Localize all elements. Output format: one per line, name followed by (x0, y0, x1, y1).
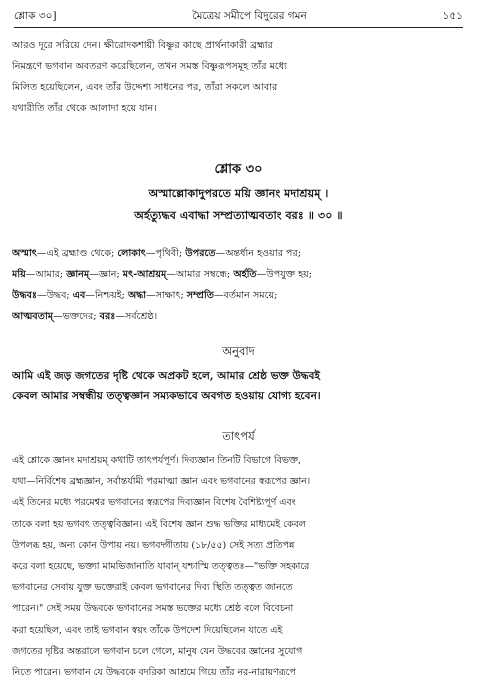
intro-line: আরও দূরে সরিয়ে দেন। ক্ষীরোদকশায়ী বিষ্ণুর কাছে প্রার্থনাকারী ব্রহ্মার (12, 40, 273, 51)
synonym-meaning: —জ্ঞান; (89, 269, 123, 280)
purport-line: ভগবানের সেবায় যুক্ত ভক্তেরাই কেবল ভগবানের দিব্য স্থিতি তত্ত্বত জানতে (12, 582, 293, 594)
synonym-word: অদ্ধা (127, 290, 147, 301)
header-page-number: ১৫১ (442, 9, 463, 22)
synonym-meaning: —পৃথিবী; (145, 248, 186, 259)
intro-paragraph (12, 35, 465, 119)
header-divider (14, 27, 463, 28)
synonym-word: ময়ি (12, 269, 26, 280)
translation-line: কেবল আমার সম্বন্ধীয় তত্ত্বজ্ঞান সম্যকভাবে অবগত হওয়ায় যোগ্য হবেন। (12, 390, 321, 402)
intro-line: নিমন্ত্রণে ভগবান অবতরণ করেছিলেন, তখন সমস্ত বিষ্ণুরূপসমূহ তাঁর মধ্যে (12, 61, 287, 72)
synonym-line (12, 264, 465, 285)
header-chapter-title: মৈত্রেয় সমীপে বিদুরের গমন (192, 9, 307, 22)
purport-line: উপলব্ধ হয়, অন্য কোন উপায় নয়। ভগবদ্গীতায় (১৮/৫৫) সেই সত্য প্রতিপন্ন (12, 539, 295, 551)
synonym-line (12, 306, 465, 327)
synonym-meaning: —নিশ্চয়ই; (85, 290, 128, 301)
synonym-word: অর্হতি (233, 269, 257, 280)
synonyms-block (12, 243, 465, 327)
running-header (14, 8, 463, 26)
synonym-meaning: —ভক্তদের; (53, 311, 100, 322)
purport-line: করে বলা হয়েছে, ভক্ত্যা মামভিজানাতি যাবান্ যশ্চাস্মি তত্ত্বতঃ—"ভক্তি সহকারে (12, 561, 310, 573)
synonym-meaning: —সাক্ষাৎ; (146, 290, 187, 301)
synonym-meaning: —এই ব্রহ্মাণ্ড থেকে; (36, 248, 118, 259)
intro-line: মিলিত হয়েছিলেন, এবং তাঁর উদ্দেশ্য সাধনের পর, তাঁরা সকলে আবার (12, 82, 278, 93)
synonym-word: উদ্ধবঃ (12, 290, 37, 301)
synonym-word: সম্প্রতি (186, 290, 214, 301)
synonym-word: আত্মবতাম্ (12, 311, 54, 322)
purport-line: যথা—নির্বিশেষ ব্রহ্মজ্ঞান, সর্বান্তর্যামী পরমাত্মা জ্ঞান এবং ভগবানের স্বরূপের জ্ঞান। (12, 476, 311, 488)
verse-text (0, 182, 477, 226)
synonym-word: লোকাৎ (117, 248, 146, 259)
synonym-meaning: —অন্তর্ধান হওয়ার পর; (215, 248, 301, 259)
synonym-meaning: —আমার; (25, 269, 67, 280)
purport-heading: তাৎপর্য (222, 429, 255, 443)
purport-line: এই শ্লোকে জ্ঞানং মদাশ্রয়ম্ কথাটি তাৎপর্যপূর্ণ। দিব্যজ্ঞান তিনটি বিভাগে বিভক্ত, (12, 455, 301, 466)
synonym-meaning: —আমার সম্বন্ধে; (166, 269, 234, 280)
synonym-word: উপরতে (185, 248, 216, 259)
purport-line: করা হয়েছিল, এবং তাই ভগবান স্বয়ং তাঁকে উপদেশ দিয়েছিলেন যাতে এই (12, 624, 283, 636)
purport-paragraph (12, 450, 465, 683)
purport-line: পারেন।" সেই সময় উদ্ধবকে ভগবানের সমস্ত ভক্তের মধ্যে শ্রেষ্ঠ বলে বিবেচনা (12, 603, 294, 615)
translation-paragraph (12, 366, 465, 406)
synonym-word: জ্ঞানম্ (66, 269, 90, 280)
synonym-word: মৎ-আশ্রয়ম্ (122, 269, 167, 280)
verse-line: অর্হত্যুদ্ধব এবাদ্ধা সম্প্রত্যাত্মবতাং বরঃ ॥ ৩০ ॥ (134, 208, 343, 222)
synonym-meaning: —বর্তমান সময়ে; (213, 290, 278, 301)
header-verse-ref: শ্লোক ৩০] (14, 9, 57, 22)
purport-line: নিতে পারেন। ভগবান যে উদ্ধবকে বদরিকা আশ্রমে গিয়ে তাঁর নর-নারায়ণরূপে (12, 667, 296, 679)
purport-line: এই তিনের মধ্যে পরমেশ্বর ভগবানের স্বরূপের দিব্যজ্ঞান বিশেষ বৈশিষ্ট্যপূর্ণ এবং (12, 497, 296, 509)
translation-line: আমি এই জড় জগতের দৃষ্টি থেকে অপ্রকট হলে, আমার শ্রেষ্ঠ ভক্ত উদ্ধবই (12, 370, 321, 382)
synonym-word: অস্মাৎ (12, 248, 37, 259)
synonym-word: বরঃ (99, 311, 116, 322)
synonym-word: এব (72, 290, 86, 301)
intro-line: যথারীতি তাঁর থেকে আলাদা হয়ে যান। (12, 103, 157, 114)
purport-line: জগতের দৃষ্টির অন্তরালে ভগবান চলে গেলে, মানুষ যেন উদ্ধবের জ্ঞানের সুযোগ (12, 645, 303, 657)
verse-heading: শ্লোক ৩০ (214, 162, 263, 177)
synonym-meaning: —উপযুক্ত হয়; (256, 269, 313, 280)
synonym-meaning: —সর্বশ্রেষ্ঠ। (115, 311, 158, 322)
synonym-line (12, 243, 465, 264)
synonym-meaning: —উদ্ধব; (36, 290, 73, 301)
verse-line: অস্মাল্লোকাদুপরতে ময়ি জ্ঞানং মদাশ্রয়ম্ । (148, 186, 329, 200)
purport-line: তাকে বলা হয় ভগবৎ তত্ত্ববিজ্ঞান। এই বিশেষ জ্ঞান শুদ্ধ ভক্তির মাধ্যমেই কেবল (12, 518, 306, 530)
synonym-line (12, 285, 465, 306)
translation-heading: অনুবাদ (222, 344, 255, 358)
